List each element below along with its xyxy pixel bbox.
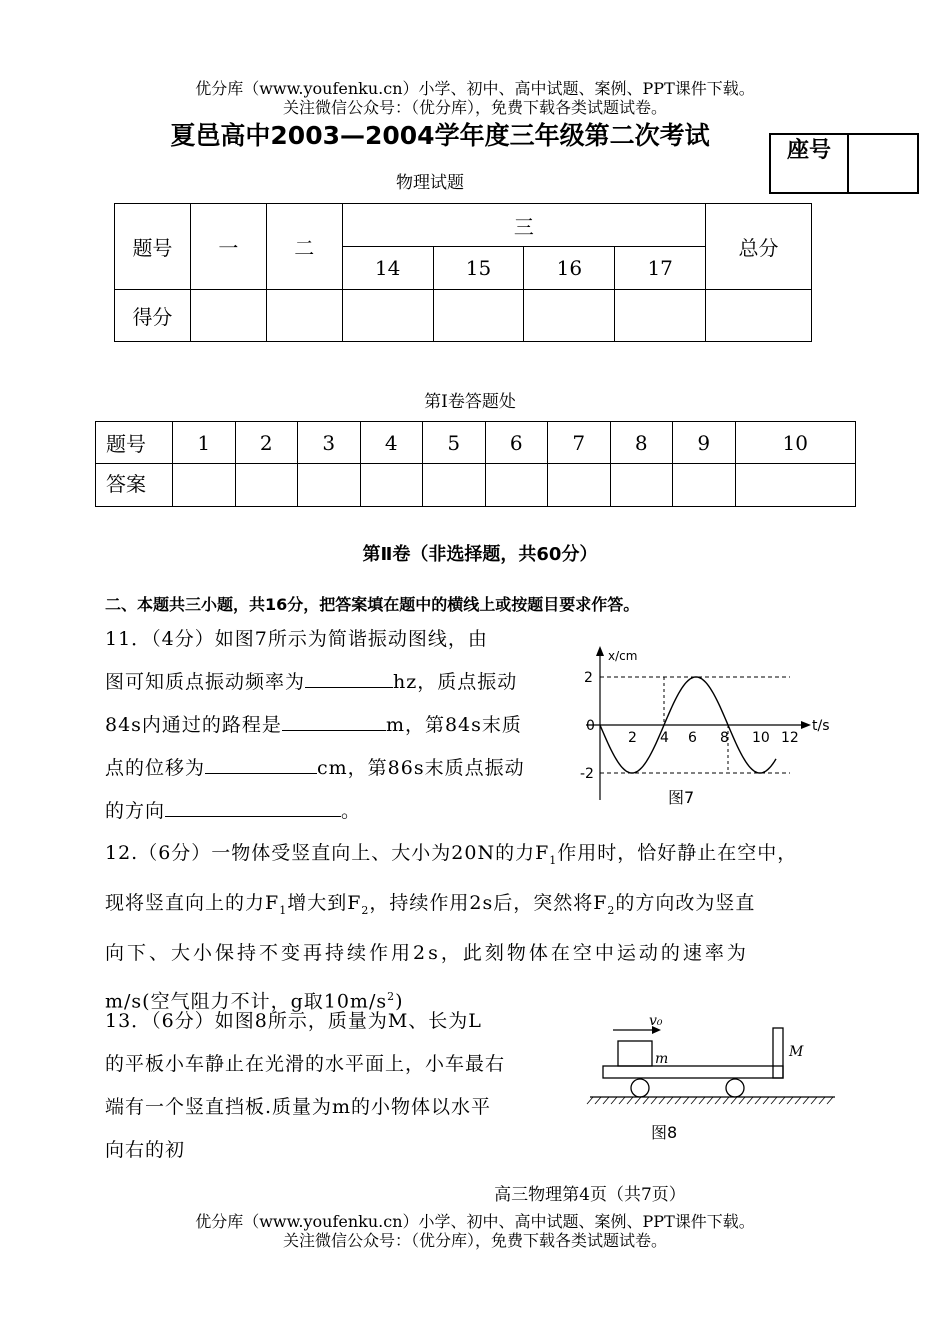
score-cell[interactable]: [190, 290, 266, 342]
answer-number: 7: [548, 422, 611, 464]
fig8-hatch-line: [763, 1097, 769, 1104]
q11-blank-direction[interactable]: [165, 794, 341, 817]
fig8-hatch-line: [651, 1097, 657, 1104]
answer-cell[interactable]: [673, 464, 736, 507]
fig8-small-block: [618, 1041, 652, 1066]
answer-cell[interactable]: [548, 464, 611, 507]
part2-instructions: 二、本题共三小题，共16分，把答案填在题中的横线上或按题目要求作答。: [105, 595, 640, 614]
fig7-ytick-2: 2: [584, 670, 593, 686]
answer-table: [95, 421, 856, 507]
footer-line-2: 关注微信公众号：（优分库），免费下载各类试题试卷。: [282, 1231, 667, 1250]
q11-blank-displacement[interactable]: [205, 751, 317, 774]
fig7-ytick-0: 0: [586, 718, 595, 734]
answer-row-label: 题号: [96, 422, 173, 464]
answer-number: 1: [173, 422, 236, 464]
q12-line-3: 向下、大小保持不变再持续作用2s，此刻物体在空中运动的速率为: [105, 941, 749, 964]
answer-number: 3: [298, 422, 361, 464]
score-sub-14: 14: [342, 247, 433, 290]
fig7-xtick-12: 12: [781, 730, 799, 746]
fig8-hatch-line: [827, 1097, 833, 1104]
score-row-label: 题号: [115, 204, 191, 290]
score-col-1: 一: [190, 204, 266, 290]
answer-cell[interactable]: [173, 464, 236, 507]
fig8-hatch-line: [603, 1097, 609, 1104]
banner-line-1: 优分库（www.youfenku.cn）小学、初中、高中试题、案例、PPT课件下载。: [195, 79, 755, 98]
q12-line-2: 现将竖直向上的力$F_1$增大到$F_2$，持续作用2s后，突然将$F_2$的方向改为竖直: [105, 891, 756, 917]
page-info: 高三物理第4页（共7页）: [494, 1185, 686, 1205]
answer-cell[interactable]: [298, 464, 361, 507]
q11-line-3: 84s内通过的路程是 m，第84s末质: [105, 704, 565, 747]
fig7-xlabel: t/s: [812, 718, 830, 734]
score-cell[interactable]: [615, 290, 706, 342]
fig8-hatch-line: [611, 1097, 617, 1104]
answer-number: 5: [423, 422, 486, 464]
fig8-hatch-line: [755, 1097, 761, 1104]
answer-cell[interactable]: [360, 464, 423, 507]
score-cell[interactable]: [266, 290, 342, 342]
fig7-xtick-8: 8: [720, 730, 729, 746]
score-col-3: 三: [342, 204, 705, 247]
fig8-hatch-line: [667, 1097, 673, 1104]
banner-line-2: 关注微信公众号：（优分库），免费下载各类试题试卷。: [282, 98, 667, 117]
fig8-hatch-line: [659, 1097, 665, 1104]
fig7-y-arrow: [596, 646, 604, 656]
seat-label: 座号: [771, 135, 849, 192]
answer-number: 9: [673, 422, 736, 464]
answer-number: 6: [485, 422, 548, 464]
q13-line-2: 的平板小车静止在光滑的水平面上，小车最右: [105, 1053, 506, 1075]
fig7-xtick-10: 10: [752, 730, 770, 746]
fig8-ground-hatch: [587, 1097, 833, 1104]
exam-title: 夏邑高中2003—2004学年度三年级第二次考试: [170, 121, 710, 150]
fig7-ytick-neg2: -2: [580, 766, 594, 782]
answer-label: 答案: [96, 464, 173, 507]
fig7-x-arrow: [801, 721, 811, 729]
fig8-cart-board: [603, 1066, 783, 1078]
fig8-hatch-line: [587, 1097, 593, 1104]
fig8-hatch-line: [691, 1097, 697, 1104]
answer-section-heading: 第Ⅰ卷答题处: [424, 392, 516, 412]
fig8-hatch-line: [803, 1097, 809, 1104]
fig8-hatch-line: [715, 1097, 721, 1104]
fig8-hatch-line: [675, 1097, 681, 1104]
fig8-v0-label: v₀: [649, 1013, 663, 1029]
answer-cell[interactable]: [423, 464, 486, 507]
fig8-hatch-line: [699, 1097, 705, 1104]
score-sub-17: 17: [615, 247, 706, 290]
question-13: [105, 1000, 575, 1172]
fig8-hatch-line: [779, 1097, 785, 1104]
question-11: [105, 618, 565, 833]
part2-heading: 第Ⅱ卷（非选择题，共60分）: [362, 544, 598, 565]
fig8-wheel-right: [726, 1079, 744, 1097]
score-sub-16: 16: [524, 247, 615, 290]
fig8-cart-wall: [773, 1028, 783, 1078]
q11-line-1: 11．（4分）如图7所示为简谐振动图线，由: [105, 628, 488, 650]
score-label: 得分: [115, 290, 191, 342]
fig8-hatch-line: [627, 1097, 633, 1104]
answer-cell[interactable]: [235, 464, 298, 507]
score-sub-15: 15: [433, 247, 524, 290]
fig7-xtick-2: 2: [628, 730, 637, 746]
q13-line-4: 向右的初: [105, 1139, 186, 1161]
fig8-wheel-left: [631, 1079, 649, 1097]
fig8-hatch-line: [787, 1097, 793, 1104]
fig8-hatch-line: [811, 1097, 817, 1104]
q12-line-1: 12.（6分）一物体受竖直向上、大小为20N的力$F_1$作用时，恰好静止在空中，: [105, 842, 798, 867]
fig8-m-label: m: [655, 1051, 669, 1067]
q12-line-4: m/s(空气阻力不计，g取$10m/s^2$): [105, 989, 404, 1012]
seat-box: [769, 133, 919, 194]
q11-line-5: 的方向 。: [105, 790, 565, 833]
answer-number: 10: [735, 422, 856, 464]
fig8-hatch-line: [635, 1097, 641, 1104]
fig8-M-label: M: [789, 1044, 804, 1060]
fig8-hatch-line: [683, 1097, 689, 1104]
answer-number: 2: [235, 422, 298, 464]
fig8-hatch-line: [643, 1097, 649, 1104]
fig8-hatch-line: [739, 1097, 745, 1104]
fig8-caption: 图8: [651, 1123, 678, 1142]
score-cell[interactable]: [433, 290, 524, 342]
answer-number: 4: [360, 422, 423, 464]
fig8-hatch-line: [795, 1097, 801, 1104]
fig7-xtick-6: 6: [688, 730, 697, 746]
score-table: [114, 203, 812, 342]
fig8-hatch-line: [819, 1097, 825, 1104]
score-col-2: 二: [266, 204, 342, 290]
answer-cell[interactable]: [485, 464, 548, 507]
fig8-hatch-line: [619, 1097, 625, 1104]
score-total: 总分: [706, 204, 812, 290]
question-12: [105, 832, 865, 1023]
fig7-xtick-4: 4: [660, 730, 669, 746]
score-cell[interactable]: [706, 290, 812, 342]
answer-cell[interactable]: [610, 464, 673, 507]
fig8-hatch-line: [771, 1097, 777, 1104]
fig8-hatch-line: [747, 1097, 753, 1104]
q13-line-3: 端有一个竖直挡板.质量为m的小物体以水平: [105, 1096, 492, 1118]
fig8-hatch-line: [595, 1097, 601, 1104]
score-cell[interactable]: [524, 290, 615, 342]
answer-number: 8: [610, 422, 673, 464]
q11-line-4: 点的位移为 cm，第86s末质点振动: [105, 747, 565, 790]
fig7-caption: 图7: [668, 788, 695, 807]
figure-8: [585, 1008, 845, 1148]
q11-line-2: 图可知质点振动频率为 hz，质点振动: [105, 661, 565, 704]
subtitle: 物理试题: [396, 173, 464, 193]
fig7-ylabel: x/cm: [608, 649, 638, 663]
score-cell[interactable]: [342, 290, 433, 342]
q11-blank-frequency[interactable]: [305, 665, 393, 688]
fig8-hatch-line: [723, 1097, 729, 1104]
figure-7: [580, 640, 850, 810]
q11-blank-path[interactable]: [282, 708, 386, 731]
footer-line-1: 优分库（www.youfenku.cn）小学、初中、高中试题、案例、PPT课件下载。: [195, 1212, 755, 1231]
q13-line-1: 13．（6分）如图8所示，质量为M、长为L: [105, 1010, 482, 1032]
answer-cell[interactable]: [735, 464, 856, 507]
fig8-hatch-line: [731, 1097, 737, 1104]
fig8-hatch-line: [707, 1097, 713, 1104]
